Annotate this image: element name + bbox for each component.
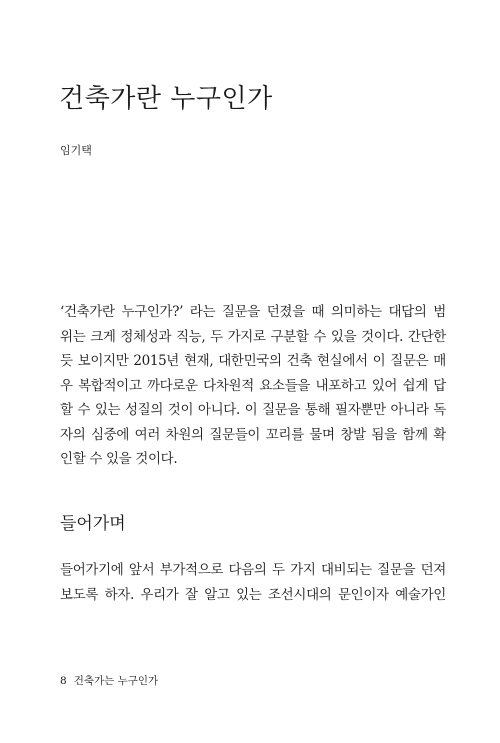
page-title: 건축가란 누구인가 [59,84,273,114]
page-footer [60,673,158,689]
author-name: 임기택 [60,144,92,157]
abstract-line: 우 복합적이고 까다로운 다차원적 요소들을 내포하고 있어 쉽게 답 [60,377,446,394]
intro-paragraph [60,558,446,607]
abstract-line: 위는 크게 정체성과 직능, 두 가지로 구분할 수 있을 것이다. 간단한 [60,328,446,345]
abstract-line: 인할 수 있을 것이다. [60,451,178,467]
abstract-line: 할 수 있는 성질의 것이 아니다. 이 질문을 통해 필자뿐만 아니라 독 [60,402,446,418]
intro-line: 들어가기에 앞서 부가적으로 다음의 두 가지 대비되는 질문을 던져 [60,562,446,578]
page-number: 8 [60,675,67,687]
intro-line: 보도록 하자. 우리가 잘 알고 있는 조선시대의 문인이자 예술가인 [60,586,446,603]
section-heading: 들어가며 [60,514,126,534]
abstract-line: ‘건축가란 누구인가?’ 라는 질문을 던졌을 때 의미하는 대답의 범 [60,304,446,320]
abstract-paragraph [60,300,446,472]
abstract-line: 듯 보이지만 2015년 현재, 대한민국의 건축 현실에서 이 질문은 매 [60,353,446,369]
abstract-line: 자의 심중에 여러 차원의 질문들이 꼬리를 물며 창발 됨을 함께 확 [60,426,446,443]
running-title: 건축가는 누구인가 [73,675,159,687]
